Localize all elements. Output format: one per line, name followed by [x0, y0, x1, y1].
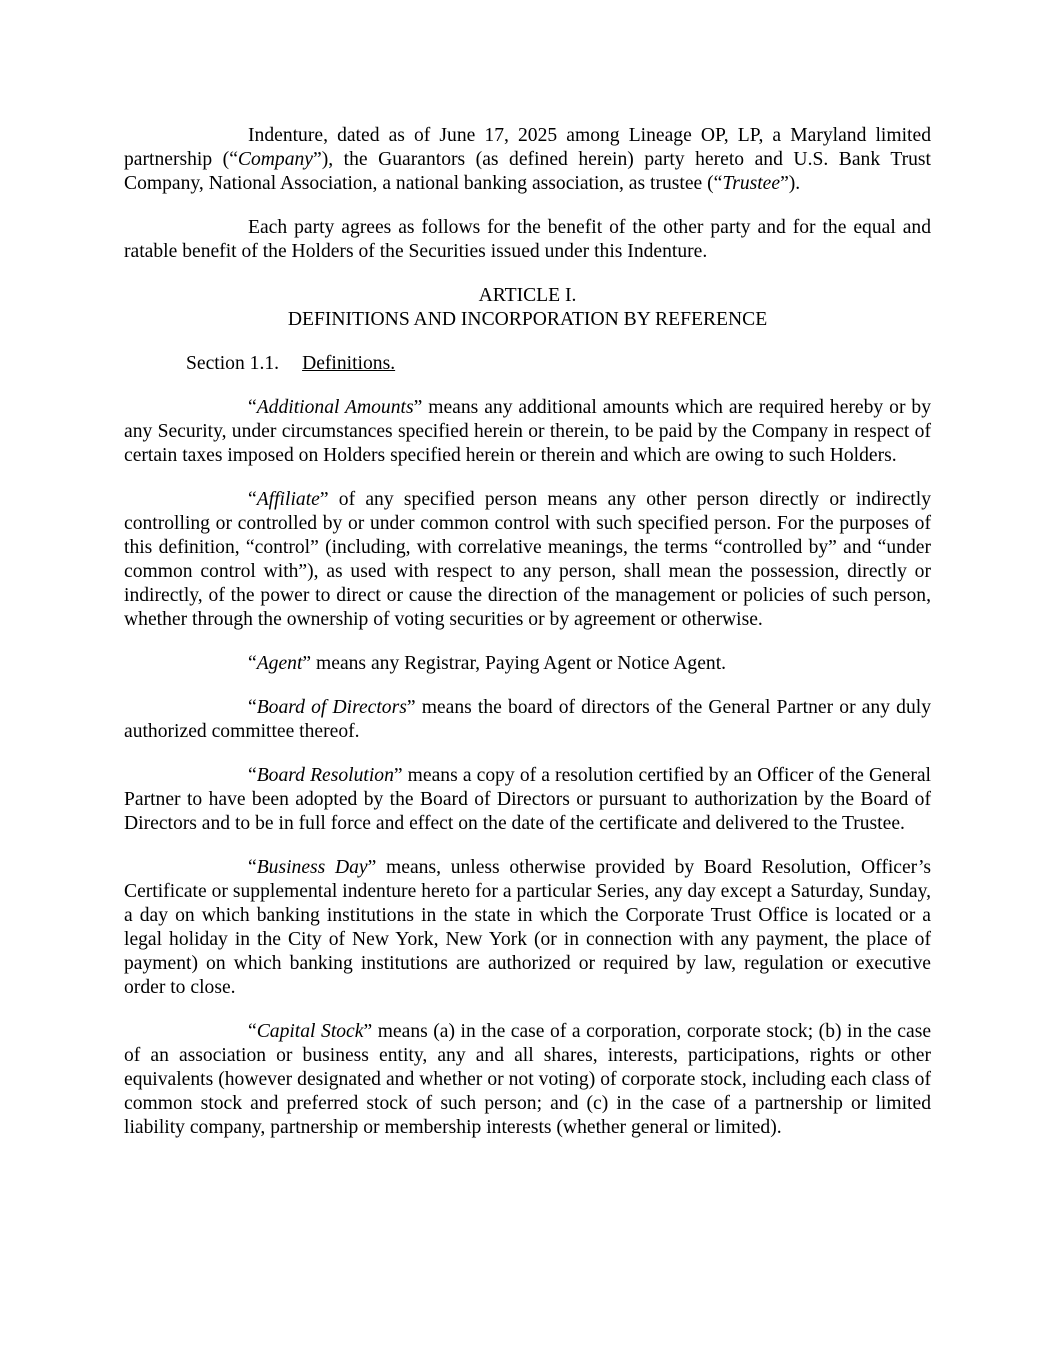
definition-term: Board Resolution — [256, 765, 394, 786]
definition-text: ” means the board of directors of the General Partner or any duly authorized committee thereof. — [124, 697, 931, 742]
definition-text: ” means (a) in the case of a corporation, corporate stock; (b) in the case of an association or business entity, any and all shares, interests, participations, rights or other equivalents (however designated and whether or not voting) of corporate stock, including each class of common stock and preferred stock of such person; and (c) in the case of a partnership or limited liability company, partnership or membership interests (whether general or limited). — [124, 1021, 932, 1138]
definition-term: Additional Amounts — [256, 397, 414, 418]
definition-open-quote: “ — [248, 1021, 257, 1042]
definition-text: ” means any Registrar, Paying Agent or Notice Agent. — [302, 653, 727, 674]
company-term: Company — [237, 149, 313, 170]
definition-text: ” means a copy of a resolution certified by an Officer of the General Partner to have been adopted by the Board of Directors or pursuant to authorization by the Board of Directors and to be in full force and effect on the date of the certificate and delivered to the Trustee. — [124, 765, 931, 834]
article-number: ARTICLE I. — [478, 285, 577, 306]
article-heading — [124, 284, 931, 332]
article-title: DEFINITIONS AND INCORPORATION BY REFERENCE — [287, 309, 768, 330]
intro-paragraph — [124, 124, 931, 196]
definition-board-resolution — [124, 764, 931, 836]
definition-business-day — [124, 856, 931, 1000]
trustee-term: Trustee — [722, 173, 781, 194]
definition-text: ” means any additional amounts which are required hereby or by any Security, under circumstances specified herein or therein, to be paid by the Company in respect of certain taxes imposed on Holders specified herein or therein and which are owing to such Holders. — [124, 397, 931, 466]
definition-additional-amounts — [124, 396, 931, 468]
intro-text-a: Indenture, dated as of June 17, 2025 among Lineage OP, LP, a Maryland limited partnership (“ — [124, 125, 931, 170]
definition-affiliate — [124, 488, 931, 632]
definition-open-quote: “ — [248, 653, 257, 674]
section-number: Section 1.1. — [186, 353, 280, 374]
definition-term: Business Day — [256, 857, 368, 878]
definition-agent — [124, 652, 931, 676]
intro-text-c: ”). — [780, 173, 801, 194]
definition-open-quote: “ — [248, 765, 257, 786]
agreement-paragraph: Each party agrees as follows for the benefit of the other party and for the equal and ratable benefit of the Holders of the Securities issued under this Indenture. — [124, 217, 931, 262]
definition-term: Board of Directors — [256, 697, 407, 718]
section-title: Definitions. — [302, 353, 396, 374]
definition-board-of-directors — [124, 696, 931, 744]
definition-text: ” means, unless otherwise provided by Board Resolution, Officer’s Certificate or supplemental indenture hereto for a particular Series, any day except a Saturday, Sunday, a day on which banking institutions in the state in which the Corporate Trust Office is located or a legal holiday in the City of New York, New York (or in connection with any payment, the place of payment) on which banking institutions are authorized or required by law, regulation or executive order to close. — [124, 857, 932, 998]
definition-open-quote: “ — [248, 857, 257, 878]
definition-open-quote: “ — [248, 397, 257, 418]
definition-open-quote: “ — [248, 697, 257, 718]
definition-term: Capital Stock — [256, 1021, 364, 1042]
definition-term: Agent — [256, 653, 303, 674]
intro-text-b: ”), the Guarantors (as defined herein) party hereto and U.S. Bank Trust Company, National Association, a national banking association, as trustee (“ — [124, 149, 931, 194]
section-heading — [186, 352, 931, 376]
definition-capital-stock — [124, 1020, 931, 1140]
definition-term: Affiliate — [256, 489, 320, 510]
definition-text: ” of any specified person means any other person directly or indirectly controlling or controlled by or under common control with such specified person. For the purposes of this definition, “control” (including, with correlative meanings, the terms “controlled by” and “under common control with”), as used with respect to any person, shall mean the possession, directly or indirectly, of the power to direct or cause the direction of the management or policies of such person, whether through the ownership of voting securities or by agreement or otherwise. — [124, 489, 931, 630]
document-page — [124, 124, 931, 1160]
definition-open-quote: “ — [248, 489, 257, 510]
